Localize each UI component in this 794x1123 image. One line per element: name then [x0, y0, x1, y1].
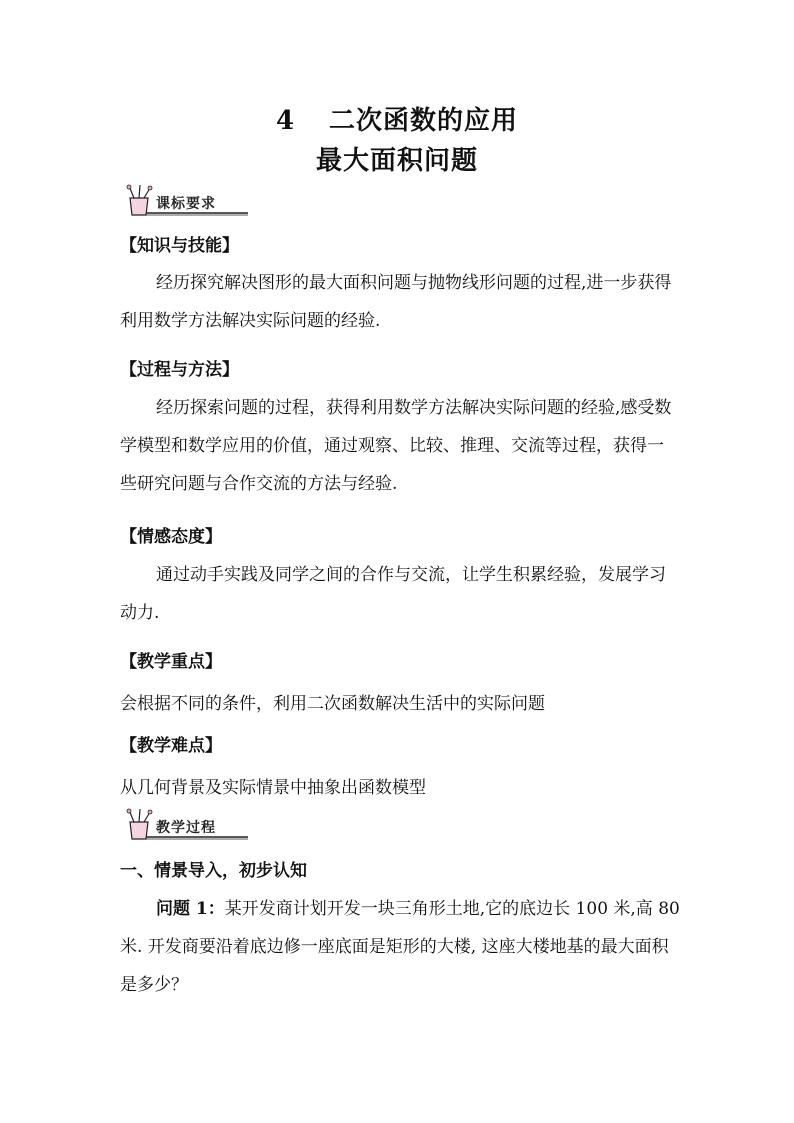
problem-1 — [120, 890, 680, 1004]
problem-1-label: 问题 1： — [156, 899, 225, 919]
emotion-text: 通过动手实践及同学之间的合作与交流，让学生积累经验，发展学习动力. — [120, 565, 666, 623]
lesson-subtitle: 最大面积问题 — [315, 146, 478, 176]
lesson-title-text: 二次函数的应用 — [329, 106, 519, 136]
process-banner-label: 教学过程 — [156, 820, 216, 836]
knowledge-heading: 【知识与技能】 — [120, 236, 239, 256]
difficulty-text: 从几何背景及实际情景中抽象出函数模型 — [120, 778, 426, 798]
step1-heading: 一、情景导入，初步认知 — [120, 861, 307, 881]
process-banner — [120, 808, 250, 842]
lesson-title — [0, 100, 794, 137]
keypoint-text: 会根据不同的条件，利用二次函数解决生活中的实际问题 — [120, 694, 545, 714]
curriculum-banner-label: 课标要求 — [156, 196, 216, 212]
curriculum-banner — [120, 184, 250, 218]
problem-1-text: 某开发商计划开发一块三角形土地,它的底边长 100 米,高 80 米. 开发商要沿着底边修一座底面是矩形的大楼, 这座大楼地基的最大面积是多少？ — [120, 899, 680, 995]
keypoint-heading: 【教学重点】 — [120, 652, 222, 672]
knowledge-text: 经历探究解决图形的最大面积问题与抛物线形问题的过程,进一步获得利用数学方法解决实际问题的经验. — [120, 273, 672, 331]
emotion-heading: 【情感态度】 — [120, 527, 222, 547]
lesson-number: 4 — [275, 106, 296, 136]
difficulty-heading: 【教学难点】 — [120, 736, 222, 756]
method-heading: 【过程与方法】 — [120, 360, 239, 380]
method-text: 经历探索问题的过程，获得利用数学方法解决实际问题的经验,感受数学模型和数学应用的价值，通过观察、比较、推理、交流等过程，获得一些研究问题与合作交流的方法与经验. — [120, 398, 672, 494]
